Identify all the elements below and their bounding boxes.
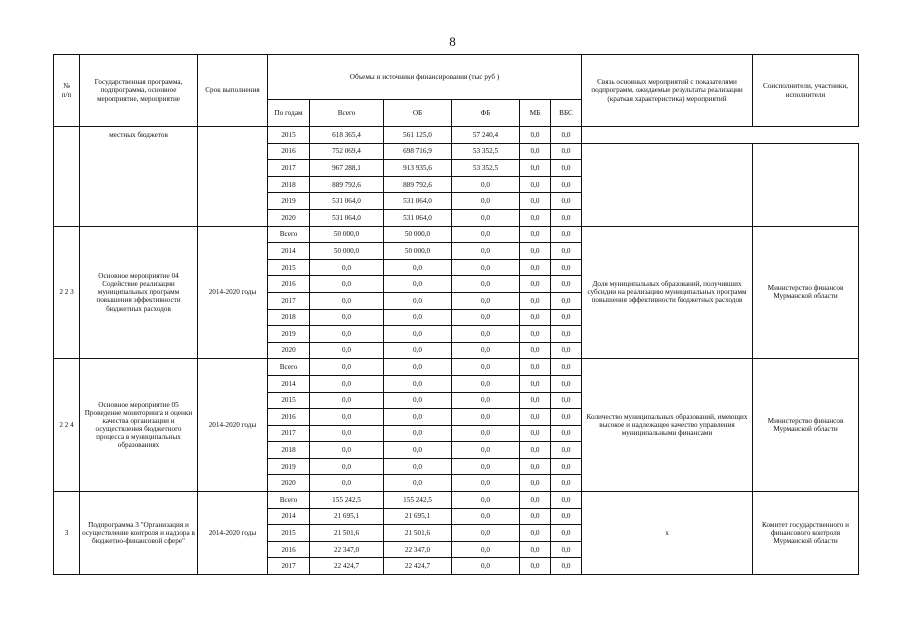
value-fb: 0,0 — [452, 541, 520, 558]
value-fb: 0,0 — [452, 409, 520, 426]
value-ob: 0,0 — [384, 276, 452, 293]
table-row — [54, 226, 859, 243]
value-vbs: 0,0 — [551, 259, 582, 276]
value-mb: 0,0 — [520, 243, 551, 260]
value-fb: 0,0 — [452, 558, 520, 575]
value-vbs: 0,0 — [551, 326, 582, 343]
year-cell: 2017 — [268, 425, 310, 442]
program-name: Основное мероприятие 04 Содействие реализации муниципальных программ повышения эффективности бюджетных расходов — [80, 226, 198, 359]
value-fb: 0,0 — [452, 458, 520, 475]
value-fb: 0,0 — [452, 508, 520, 525]
header-by-year: По годам — [268, 100, 310, 127]
value-vbs: 0,0 — [551, 342, 582, 359]
year-cell: 2015 — [268, 392, 310, 409]
value-vbs: 0,0 — [551, 359, 582, 376]
value-mb: 0,0 — [520, 359, 551, 376]
value-ob: 0,0 — [384, 309, 452, 326]
value-vbs: 0,0 — [551, 525, 582, 542]
year-cell: 2017 — [268, 292, 310, 309]
year-cell: 2018 — [268, 309, 310, 326]
row-number — [54, 127, 80, 227]
header-program: Государственная программа, подпрограмма, основное мероприятие, мероприятие — [80, 55, 198, 127]
value-vbs: 0,0 — [551, 425, 582, 442]
value-mb: 0,0 — [520, 458, 551, 475]
value-fb: 0,0 — [452, 259, 520, 276]
value-ob: 22 424,7 — [384, 558, 452, 575]
value-vbs: 0,0 — [551, 508, 582, 525]
year-cell: 2014 — [268, 508, 310, 525]
value-vbs: 0,0 — [551, 475, 582, 492]
year-cell: Всего — [268, 492, 310, 509]
value-vbs: 0,0 — [551, 209, 582, 226]
value-ob: 0,0 — [384, 375, 452, 392]
year-cell: 2014 — [268, 243, 310, 260]
value-ob: 21 695,1 — [384, 508, 452, 525]
year-cell: 2015 — [268, 525, 310, 542]
value-ob: 0,0 — [384, 259, 452, 276]
value-fb: 0,0 — [452, 342, 520, 359]
value-vbs: 0,0 — [551, 392, 582, 409]
header-period: Срок выполнения — [198, 55, 268, 127]
program-name: местных бюджетов — [80, 127, 198, 227]
result-description: Количество муниципальных образований, имеющих высокое и надлежащее качество управления муниципальными финансами — [582, 359, 753, 492]
value-fb: 0,0 — [452, 326, 520, 343]
value-fb: 0,0 — [452, 359, 520, 376]
value-fb: 0,0 — [452, 442, 520, 459]
value-fb: 0,0 — [452, 525, 520, 542]
value-total: 889 792,6 — [310, 176, 384, 193]
value-total: 0,0 — [310, 309, 384, 326]
value-ob: 889 792,6 — [384, 176, 452, 193]
value-total: 0,0 — [310, 392, 384, 409]
value-ob: 561 125,0 — [384, 127, 452, 144]
value-fb: 0,0 — [452, 425, 520, 442]
value-total: 21 501,6 — [310, 525, 384, 542]
value-vbs: 0,0 — [551, 558, 582, 575]
value-total: 0,0 — [310, 442, 384, 459]
value-fb: 0,0 — [452, 492, 520, 509]
value-fb: 53 352,5 — [452, 160, 520, 177]
executor: Министерство финансов Мурманской области — [753, 359, 859, 492]
year-cell: 2018 — [268, 176, 310, 193]
value-ob: 21 501,6 — [384, 525, 452, 542]
program-name: Подпрограмма 3 "Организация и осуществление контроля и надзора в бюджетно-финансовой сфере" — [80, 492, 198, 575]
value-mb: 0,0 — [520, 525, 551, 542]
executor: Министерство финансов Мурманской области — [753, 226, 859, 359]
year-cell: 2017 — [268, 160, 310, 177]
value-mb: 0,0 — [520, 292, 551, 309]
value-fb: 0,0 — [452, 292, 520, 309]
value-ob: 698 716,9 — [384, 143, 452, 160]
header-vbs: ВБС — [551, 100, 582, 127]
result-description — [582, 143, 753, 226]
value-fb: 57 240,4 — [452, 127, 520, 144]
table-row — [54, 492, 859, 509]
value-ob: 50 000,0 — [384, 226, 452, 243]
year-cell: 2016 — [268, 143, 310, 160]
value-fb: 0,0 — [452, 375, 520, 392]
value-total: 0,0 — [310, 425, 384, 442]
value-vbs: 0,0 — [551, 492, 582, 509]
value-total: 0,0 — [310, 326, 384, 343]
value-ob: 155 242,5 — [384, 492, 452, 509]
value-mb: 0,0 — [520, 326, 551, 343]
year-cell: 2019 — [268, 193, 310, 210]
header-total: Всего — [310, 100, 384, 127]
value-vbs: 0,0 — [551, 375, 582, 392]
value-vbs: 0,0 — [551, 458, 582, 475]
value-vbs: 0,0 — [551, 226, 582, 243]
value-vbs: 0,0 — [551, 276, 582, 293]
value-mb: 0,0 — [520, 259, 551, 276]
value-vbs: 0,0 — [551, 176, 582, 193]
value-ob: 0,0 — [384, 425, 452, 442]
value-mb: 0,0 — [520, 209, 551, 226]
value-ob: 22 347,0 — [384, 541, 452, 558]
row-number: 2 2 4 — [54, 359, 80, 492]
value-ob: 0,0 — [384, 392, 452, 409]
value-fb: 0,0 — [452, 209, 520, 226]
value-fb: 0,0 — [452, 392, 520, 409]
value-mb: 0,0 — [520, 176, 551, 193]
program-name: Основное мероприятие 05 Проведение мониторинга и оценки качества организации и осуществления бюджетного процесса в муниципальных образованиях — [80, 359, 198, 492]
year-cell: 2020 — [268, 475, 310, 492]
value-ob: 913 935,6 — [384, 160, 452, 177]
value-ob: 531 064,0 — [384, 209, 452, 226]
value-ob: 0,0 — [384, 359, 452, 376]
value-ob: 50 000,0 — [384, 243, 452, 260]
header-fb: ФБ — [452, 100, 520, 127]
value-fb: 0,0 — [452, 243, 520, 260]
header-ob: ОБ — [384, 100, 452, 127]
header-executors: Соисполнители, участники, исполнители — [753, 55, 859, 127]
value-mb: 0,0 — [520, 392, 551, 409]
value-total: 0,0 — [310, 359, 384, 376]
value-ob: 0,0 — [384, 292, 452, 309]
value-total: 0,0 — [310, 375, 384, 392]
value-total: 752 069,4 — [310, 143, 384, 160]
year-cell: 2017 — [268, 558, 310, 575]
value-total: 22 424,7 — [310, 558, 384, 575]
value-vbs: 0,0 — [551, 409, 582, 426]
value-vbs: 0,0 — [551, 127, 582, 144]
header-funding: Объемы и источники финансирования (тыс руб ) — [268, 55, 582, 100]
value-mb: 0,0 — [520, 558, 551, 575]
value-vbs: 0,0 — [551, 292, 582, 309]
value-total: 0,0 — [310, 458, 384, 475]
value-fb: 0,0 — [452, 176, 520, 193]
value-total: 0,0 — [310, 475, 384, 492]
year-cell: Всего — [268, 226, 310, 243]
header-row — [54, 55, 859, 100]
value-total: 155 242,5 — [310, 492, 384, 509]
value-mb: 0,0 — [520, 309, 551, 326]
value-total: 22 347,0 — [310, 541, 384, 558]
value-total: 618 365,4 — [310, 127, 384, 144]
value-total: 50 000,0 — [310, 243, 384, 260]
value-mb: 0,0 — [520, 492, 551, 509]
period: 2014-2020 годы — [198, 359, 268, 492]
value-mb: 0,0 — [520, 475, 551, 492]
value-mb: 0,0 — [520, 409, 551, 426]
period: 2014-2020 годы — [198, 492, 268, 575]
table-row — [54, 359, 859, 376]
value-total: 967 288,1 — [310, 160, 384, 177]
result-description: Доля муниципальных образований, получивших субсидии на реализацию муниципальных программ повышения эффективности бюджетных расходов — [582, 226, 753, 359]
value-ob: 0,0 — [384, 458, 452, 475]
year-cell: 2015 — [268, 127, 310, 144]
value-fb: 0,0 — [452, 475, 520, 492]
value-mb: 0,0 — [520, 425, 551, 442]
value-total: 0,0 — [310, 292, 384, 309]
value-total: 531 064,0 — [310, 193, 384, 210]
value-fb: 0,0 — [452, 226, 520, 243]
value-fb: 0,0 — [452, 193, 520, 210]
year-cell: 2016 — [268, 276, 310, 293]
row-number: 3 — [54, 492, 80, 575]
page-number: 8 — [449, 34, 456, 49]
value-vbs: 0,0 — [551, 193, 582, 210]
value-mb: 0,0 — [520, 160, 551, 177]
financing-table — [53, 54, 859, 575]
value-ob: 0,0 — [384, 326, 452, 343]
value-fb: 0,0 — [452, 309, 520, 326]
year-cell: 2016 — [268, 541, 310, 558]
year-cell: 2020 — [268, 342, 310, 359]
year-cell: 2015 — [268, 259, 310, 276]
value-total: 531 064,0 — [310, 209, 384, 226]
executor: Комитет государственного и финансового контроля Мурманской области — [753, 492, 859, 575]
value-ob: 0,0 — [384, 342, 452, 359]
year-cell: Всего — [268, 359, 310, 376]
value-mb: 0,0 — [520, 127, 551, 144]
row-number: 2 2 3 — [54, 226, 80, 359]
period — [198, 127, 268, 227]
value-mb: 0,0 — [520, 342, 551, 359]
value-vbs: 0,0 — [551, 309, 582, 326]
value-ob: 0,0 — [384, 475, 452, 492]
value-ob: 531 064,0 — [384, 193, 452, 210]
value-vbs: 0,0 — [551, 160, 582, 177]
header-gap — [582, 127, 859, 144]
year-cell: 2019 — [268, 326, 310, 343]
value-mb: 0,0 — [520, 193, 551, 210]
value-fb: 53 352,5 — [452, 143, 520, 160]
value-vbs: 0,0 — [551, 442, 582, 459]
year-cell: 2018 — [268, 442, 310, 459]
value-total: 50 000,0 — [310, 226, 384, 243]
table-row — [54, 127, 859, 144]
value-total: 0,0 — [310, 342, 384, 359]
value-mb: 0,0 — [520, 508, 551, 525]
value-mb: 0,0 — [520, 541, 551, 558]
period: 2014-2020 годы — [198, 226, 268, 359]
value-vbs: 0,0 — [551, 243, 582, 260]
value-mb: 0,0 — [520, 226, 551, 243]
value-total: 0,0 — [310, 409, 384, 426]
year-cell: 2020 — [268, 209, 310, 226]
value-vbs: 0,0 — [551, 541, 582, 558]
value-mb: 0,0 — [520, 143, 551, 160]
year-cell: 2016 — [268, 409, 310, 426]
value-mb: 0,0 — [520, 375, 551, 392]
value-mb: 0,0 — [520, 442, 551, 459]
value-vbs: 0,0 — [551, 143, 582, 160]
header-mb: МБ — [520, 100, 551, 127]
value-mb: 0,0 — [520, 276, 551, 293]
value-fb: 0,0 — [452, 276, 520, 293]
header-link: Связь основных мероприятий с показателями подпрограмм, ожидаемые результаты реализации (краткая характеристика) мероприятий — [582, 55, 753, 127]
value-ob: 0,0 — [384, 442, 452, 459]
year-cell: 2019 — [268, 458, 310, 475]
executor — [753, 143, 859, 226]
value-ob: 0,0 — [384, 409, 452, 426]
value-total: 0,0 — [310, 259, 384, 276]
value-total: 0,0 — [310, 276, 384, 293]
value-total: 21 695,1 — [310, 508, 384, 525]
header-num: № п/п — [54, 55, 80, 127]
year-cell: 2014 — [268, 375, 310, 392]
result-description: х — [582, 492, 753, 575]
